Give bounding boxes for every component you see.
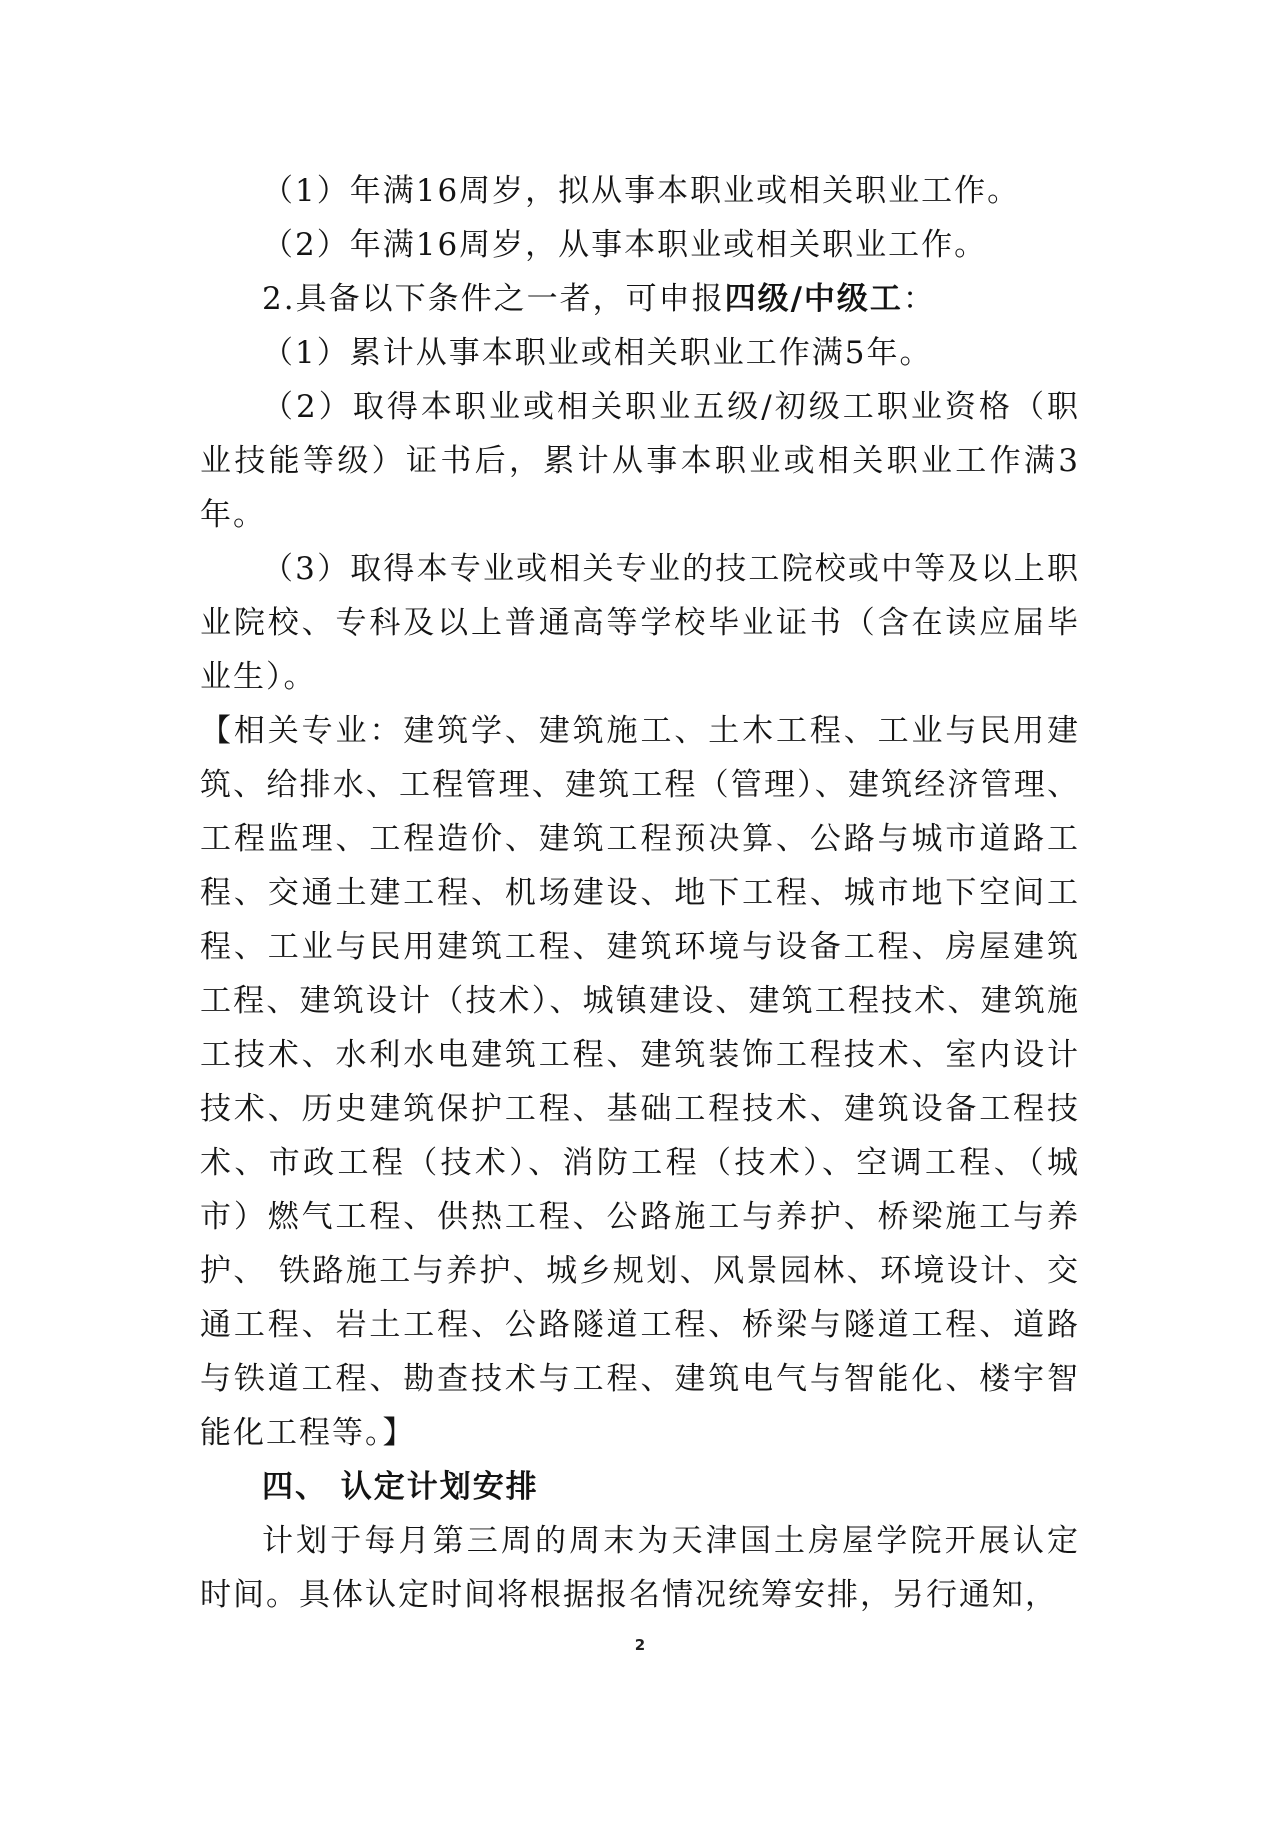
- page-number: 2: [634, 1636, 646, 1654]
- section-heading: 四、 认定计划安排: [262, 1469, 539, 1505]
- condition-item-2: （2）年满16周岁，从事本职业或相关职业工作。: [262, 227, 988, 263]
- intro-bold-level: 四级/中级工: [724, 281, 903, 317]
- body-text: [200, 164, 1080, 1622]
- level-four-condition-2: （2）取得本职业或相关职业五级/初级工职业资格（职业技能等级）证书后，累计从事本职业或相关职业工作满3年。: [200, 389, 1080, 533]
- level-four-condition-3: （3）取得本专业或相关专业的技工院校或中等及以上职业院校、专科及以上普通高等学校毕业证书（含在读应届毕业生）。: [200, 551, 1080, 695]
- level-four-condition-1: （1）累计从事本职业或相关职业工作满5年。: [262, 335, 933, 371]
- condition-item-1: （1）年满16周岁，拟从事本职业或相关职业工作。: [262, 173, 1021, 209]
- intro-suffix: ：: [902, 281, 936, 317]
- related-majors-list: 【相关专业：建筑学、建筑施工、土木工程、工业与民用建筑、给排水、工程管理、建筑工程（管理）、建筑经济管理、工程监理、工程造价、建筑工程预决算、公路与城市道路工程、交通土建工程、机场建设、地下工程、城市地下空间工程、工业与民用建筑工程、建筑环境与设备工程、房屋建筑工程、建筑设计（技术）、城镇建设、建筑工程技术、建筑施工技术、水利水电建筑工程、建筑装饰工程技术、室内设计技术、历史建筑保护工程、基础工程技术、建筑设备工程技术、市政工程（技术）、消防工程（技术）、空调工程、（城市）燃气工程、供热工程、公路施工与养护、桥梁施工与养护、 铁路施工与养护、城乡规划、风景园林、环境设计、交通工程、岩土工程、公路隧道工程、桥梁与隧道工程、道路与铁道工程、勘查技术与工程、建筑电气与智能化、楼宇智能化工程等。】: [200, 713, 1080, 1451]
- schedule-paragraph: 计划于每月第三周的周末为天津国土房屋学院开展认定时间。具体认定时间将根据报名情况统筹安排，另行通知，: [200, 1523, 1080, 1613]
- level-four-condition-intro: [200, 272, 1080, 326]
- intro-prefix: 2.具备以下条件之一者，可申报: [262, 281, 725, 317]
